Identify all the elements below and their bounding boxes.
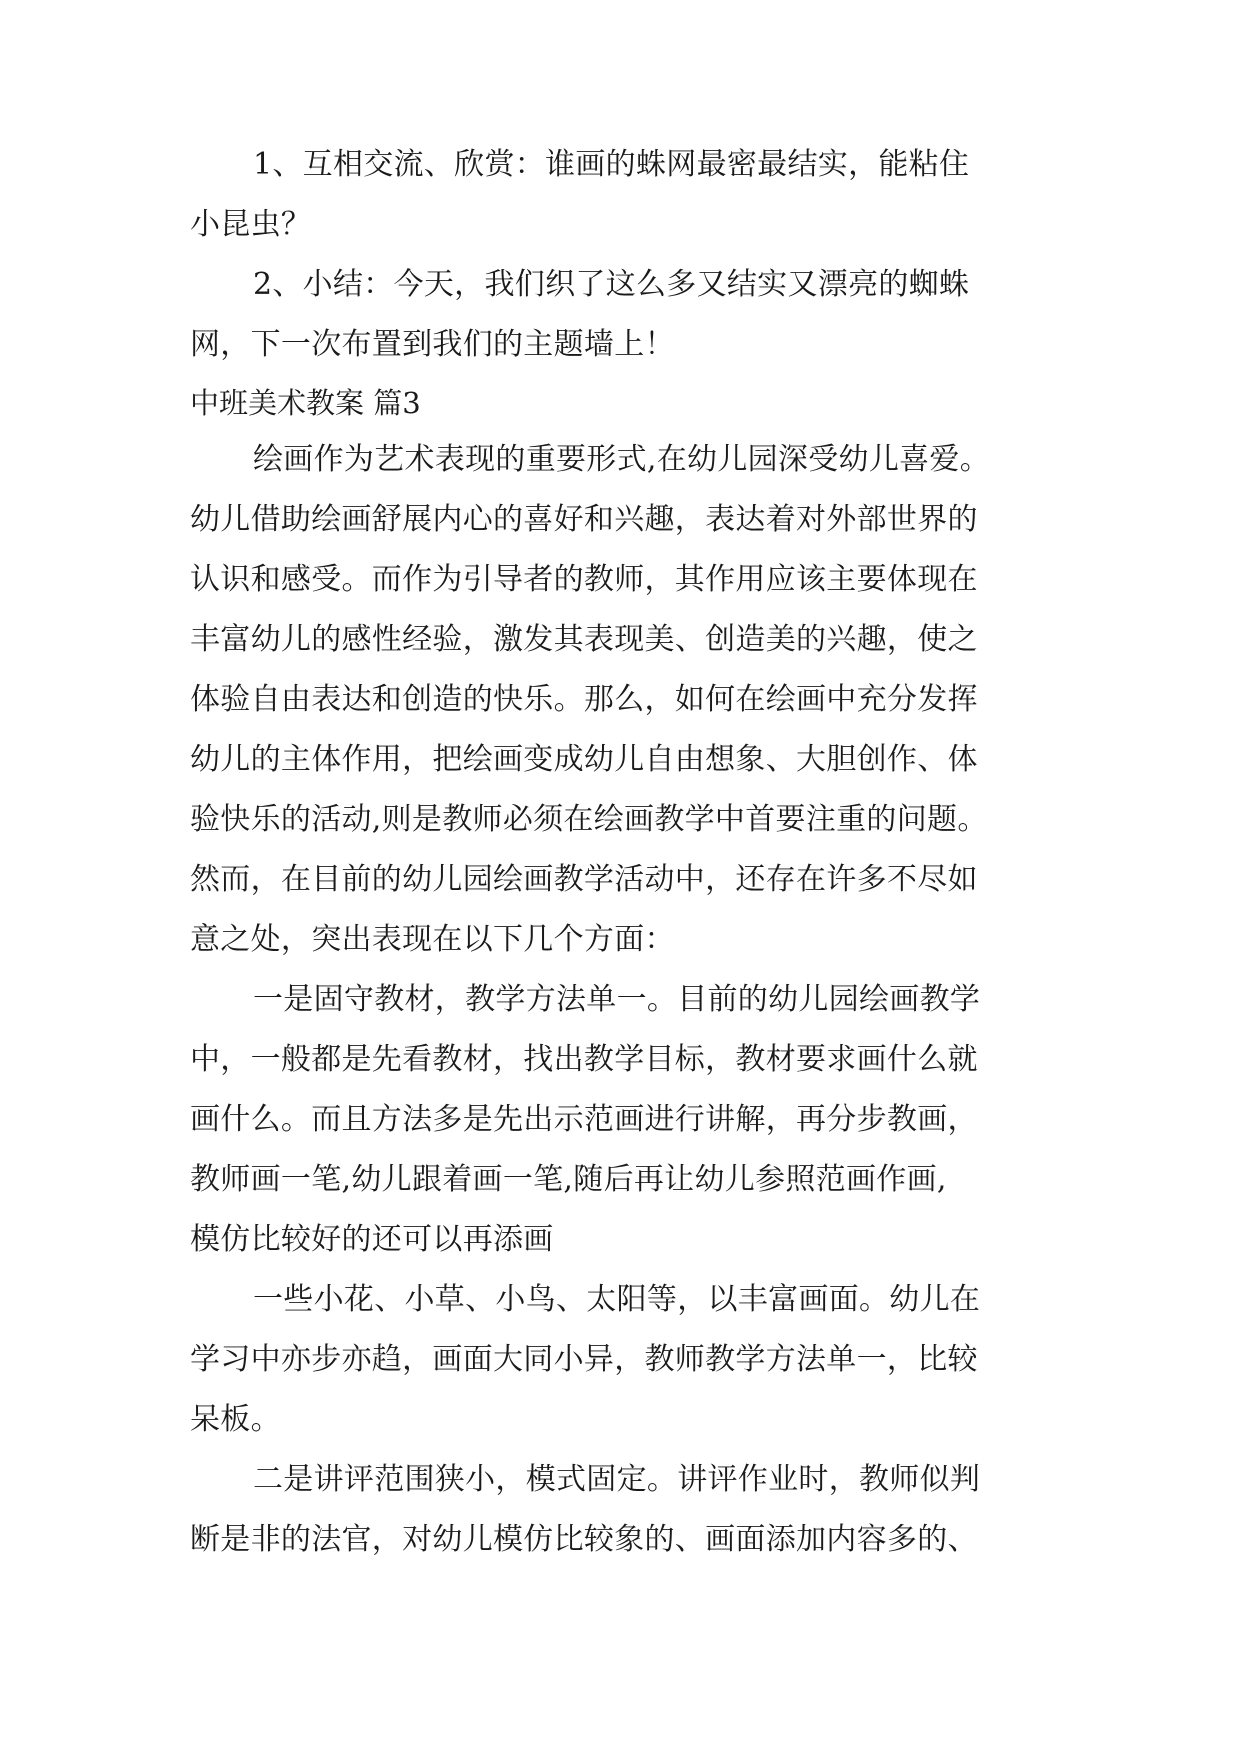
paragraph-1-line-2: 小昆虫？: [190, 207, 312, 242]
section-heading: 中班美术教案 篇3: [190, 386, 421, 420]
paragraph-4-line-4: 教师画一笔,幼儿跟着画一笔,随后再让幼儿参照范画作画,: [190, 1162, 947, 1197]
paragraph-2-line-1: 2、小结：今天，我们织了这么多又结实又漂亮的蜘蛛: [253, 267, 970, 302]
paragraph-3-line-1: 绘画作为艺术表现的重要形式,在幼儿园深受幼儿喜爱。: [253, 442, 991, 477]
paragraph-3-line-2: 幼儿借助绘画舒展内心的喜好和兴趣，表达着对外部世界的: [190, 502, 978, 537]
paragraph-1-line-1: 1、互相交流、欣赏：谁画的蛛网最密最结实，能粘住: [253, 147, 970, 182]
paragraph-4-line-5: 模仿比较好的还可以再添画: [190, 1222, 554, 1257]
paragraph-6-line-2: 断是非的法官，对幼儿模仿比较象的、画面添加内容多的、: [190, 1522, 978, 1557]
paragraph-6-line-1: 二是讲评范围狭小，模式固定。讲评作业时，教师似判: [253, 1462, 981, 1497]
paragraph-5-line-1: 一些小花、小草、小鸟、太阳等，以丰富画面。幼儿在: [253, 1282, 981, 1317]
paragraph-2-line-2: 网，下一次布置到我们的主题墙上！: [190, 327, 675, 362]
paragraph-5-line-2: 学习中亦步亦趋，画面大同小异，教师教学方法单一，比较: [190, 1342, 978, 1377]
paragraph-4-line-2: 中，一般都是先看教材，找出教学目标，教材要求画什么就: [190, 1042, 978, 1077]
paragraph-3-line-9: 意之处，突出表现在以下几个方面：: [190, 922, 675, 957]
paragraph-3-line-6: 幼儿的主体作用，把绘画变成幼儿自由想象、大胆创作、体: [190, 742, 978, 777]
paragraph-3-line-7: 验快乐的活动,则是教师必须在绘画教学中首要注重的问题。: [190, 802, 988, 837]
paragraph-5-line-3: 呆板。: [190, 1402, 281, 1437]
paragraph-3-line-5: 体验自由表达和创造的快乐。那么，如何在绘画中充分发挥: [190, 682, 978, 717]
paragraph-3-line-3: 认识和感受。而作为引导者的教师，其作用应该主要体现在: [190, 562, 978, 597]
paragraph-4-line-1: 一是固守教材，教学方法单一。目前的幼儿园绘画教学: [253, 982, 981, 1017]
paragraph-3-line-4: 丰富幼儿的感性经验，激发其表现美、创造美的兴趣，使之: [190, 622, 978, 657]
paragraph-3-line-8: 然而，在目前的幼儿园绘画教学活动中，还存在许多不尽如: [190, 862, 978, 897]
paragraph-4-line-3: 画什么。而且方法多是先出示范画进行讲解，再分步教画，: [190, 1102, 978, 1137]
